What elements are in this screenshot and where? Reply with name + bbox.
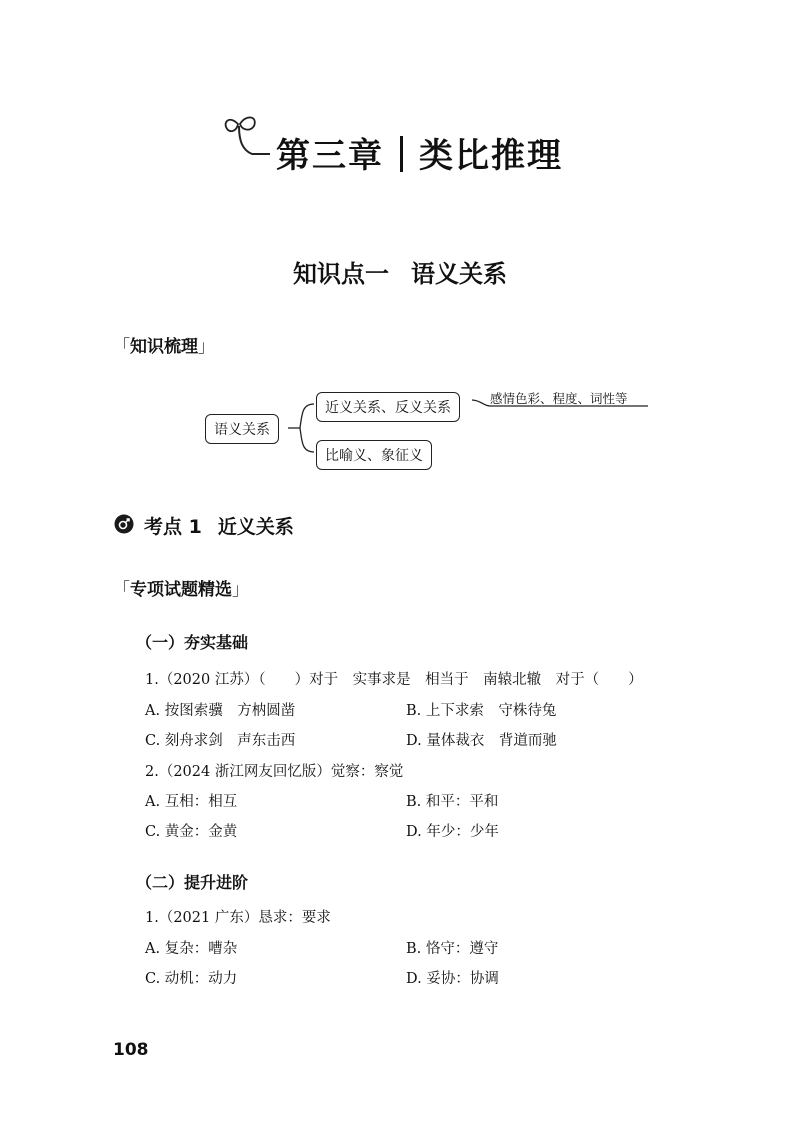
question-1-stem: 1.（2020 江苏）（ ）对于 实事求是 相当于 南辕北辙 对于（ ） — [145, 672, 643, 688]
kaodian-title — [144, 512, 294, 539]
mindmap-branch-note: 感情色彩、程度、词性等 — [490, 391, 628, 406]
section-practice-heading: 「专项试题精选」 — [113, 580, 249, 600]
question-3-option-d: D. 妥协：协调 — [406, 971, 499, 987]
knowledge-point-name: 语义关系 — [411, 260, 507, 288]
mindmap-root: 语义关系 — [205, 414, 279, 444]
part2-heading: （二）提升进阶 — [136, 873, 249, 892]
question-1-option-b: B. 上下求索 守株待兔 — [406, 703, 557, 719]
section-knowledge-heading: 「知识梳理」 — [113, 337, 215, 357]
kaodian-name: 近义关系 — [217, 516, 294, 538]
chapter-title — [276, 128, 563, 177]
question-3-option-b: B. 恪守：遵守 — [406, 941, 499, 957]
question-3-stem: 1.（2021 广东）恳求：要求 — [145, 910, 331, 926]
knowledge-point-title — [0, 254, 800, 289]
chapter-label: 第三章 — [276, 136, 384, 176]
page-number: 108 — [113, 1040, 149, 1060]
question-2-option-d: D. 年少：少年 — [406, 824, 499, 840]
question-2-stem: 2.（2024 浙江网友回忆版）觉察：察觉 — [145, 764, 404, 780]
question-2-option-a: A. 互相：相互 — [145, 794, 238, 810]
target-icon — [114, 514, 134, 534]
question-1-option-d: D. 量体裁衣 背道而驰 — [406, 733, 557, 749]
question-2-option-b: B. 和平：平和 — [406, 794, 499, 810]
question-2-option-c: C. 黄金：金黄 — [145, 824, 238, 840]
title-divider — [400, 136, 403, 172]
question-3-option-a: A. 复杂：嘈杂 — [145, 941, 238, 957]
mindmap-branch-synonym-antonym: 近义关系、反义关系 — [316, 392, 460, 422]
part1-heading: （一）夯实基础 — [136, 633, 249, 652]
question-1-option-c: C. 刻舟求剑 声东击西 — [145, 733, 296, 749]
kaodian-label: 考点 1 — [144, 516, 202, 538]
question-1-option-a: A. 按图索骥 方枘圆凿 — [145, 703, 296, 719]
chapter-name: 类比推理 — [419, 136, 563, 176]
sprout-icon — [222, 110, 272, 170]
mindmap-branch-metaphor: 比喻义、象征义 — [316, 440, 432, 470]
knowledge-point-label: 知识点一 — [293, 260, 389, 288]
question-3-option-c: C. 动机：动力 — [145, 971, 238, 987]
